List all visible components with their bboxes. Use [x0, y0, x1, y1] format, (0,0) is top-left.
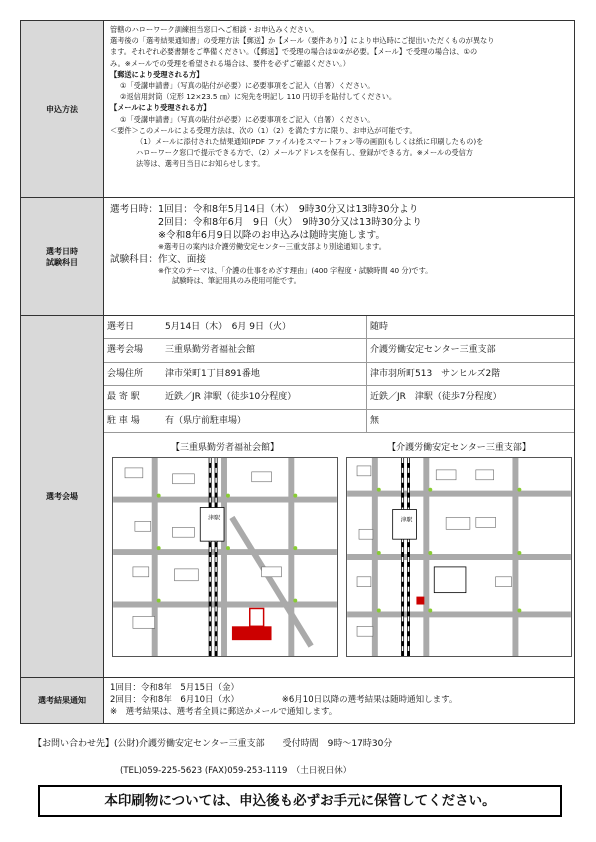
- venue-value-b: 介護労働安定センター三重支部: [366, 339, 574, 362]
- venue-value-a: 津市栄町1丁目891番地: [162, 363, 366, 386]
- venue-value-b: 無: [366, 410, 574, 433]
- schedule-line: ※令和8年6月9日以降のお申込みは随時実施します。: [158, 230, 386, 241]
- schedule-content: [104, 198, 574, 315]
- venue-value-b: 近鉄／JR 津駅（徒歩7分程度）: [366, 386, 574, 409]
- contact-line: 【お問い合わせ先】(公財)介護労働安定センター三重支部 受付時間 9時～17時30分: [33, 739, 393, 749]
- map-title: 【三重県勤労者福祉会館】: [170, 442, 279, 453]
- venue-value-a: 有（県庁前駐車場）: [162, 410, 366, 433]
- venue-marker: [232, 626, 272, 640]
- venue-value-a: 三重県勤労者福祉会館: [162, 339, 366, 362]
- requirement-line: 法等は、選考日当日にお知らせします。: [136, 159, 265, 169]
- venue-value-b: 随時: [366, 316, 574, 339]
- results-line: ※ 選考結果は、選考者全員に郵送かメールで通知します。: [110, 707, 338, 717]
- application-line: み。※メールでの受理を希望される場合は、要件を必ずご確認ください。）: [110, 58, 350, 68]
- keep-notice: 本印刷物については、申込後も必ずお手元に保管してください。: [38, 785, 562, 817]
- schedule-row: [21, 198, 574, 316]
- requirement-line: ハローワーク窓口で提示できる方で、（2）メールアドレスを保有し、登録ができる方。※メールの受信方: [136, 148, 473, 158]
- email-heading: 【メールにより受理される方】: [110, 103, 211, 113]
- application-line: 選考後の「選考結果通知書」の受理方法【郵送】か【メール（要件あり）】により申込時にご提出いただくものが異なり: [110, 36, 495, 46]
- venue-value-a: 近鉄／JR 津駅（徒歩10分程度）: [162, 386, 366, 409]
- mail-heading: 【郵送により受理される方】: [110, 69, 204, 79]
- schedule-label-1: 選考日時: [46, 246, 78, 256]
- requirement-line: （1）メールに添付された結果通知(PDF ファイル)をスマートフォン等の画面(もしくは紙に印刷したもの)を: [136, 137, 484, 147]
- results-line-2-date: 2回目：令和8年 6月10日（水）: [110, 695, 240, 705]
- venue-value-a: 5月14日（木） 6月 9日（火）: [162, 316, 366, 339]
- venue-maps: [104, 433, 574, 668]
- map-center: [346, 439, 572, 660]
- mail-item: ①「受講申請書」（写真の貼付が必要）に必要事項をご記入（自署）ください。: [120, 81, 375, 91]
- map-title: 【介護労働安定センター三重支部】: [387, 442, 531, 453]
- schedule-line: 試験科目：作文、面接: [110, 253, 206, 265]
- map-kinrousha: [112, 439, 338, 660]
- station-label: 津駅: [400, 516, 413, 524]
- results-content: [104, 678, 574, 723]
- results-row: [21, 678, 574, 723]
- application-line: 管轄のハローワーク訓練担当窓口へご相談・お申込みください。: [110, 25, 319, 34]
- info-table: [20, 20, 575, 724]
- venue-content: [104, 316, 574, 677]
- schedule-line: 試験時は、筆記用具のみ使用可能です。: [172, 276, 301, 285]
- mail-item: ②返信用封筒（定形 12×23.5 ㎝）に宛先を明記し 110 円切手を貼付してください。: [120, 92, 397, 102]
- venue-row: [21, 316, 574, 678]
- venue-label: 選考会場: [21, 316, 104, 677]
- requirement-intro: ＜要件＞このメールによる受理方法は、次の（1）（2）を満たす方に限り、お申込が可能です。: [110, 125, 417, 135]
- contact-phone: (TEL)059-225-5623 (FAX)059-253-1119 （土日祝日休）: [120, 766, 352, 776]
- railway: [210, 458, 216, 656]
- venue-key: 選考日: [104, 316, 162, 339]
- schedule-line: ※選考日の案内は介護労働安定センター三重支部より別途通知します。: [158, 242, 386, 251]
- results-note: ※6月10日以降の選考結果は随時通知します。: [281, 695, 458, 705]
- map-center-image: [346, 457, 572, 657]
- application-row: [21, 21, 574, 198]
- venue-key: 選考会場: [104, 339, 162, 362]
- map-kinrousha-image: [112, 457, 338, 657]
- schedule-label-2: 試験科目: [46, 257, 78, 267]
- venue-marker: [416, 597, 424, 605]
- schedule-label: [21, 198, 104, 315]
- station-label: 津駅: [208, 514, 221, 522]
- results-line-2: [110, 694, 568, 706]
- schedule-line: ※作文のテーマは、「介護の仕事をめざす理由」(400 字程度・試験時間 40 分)です。: [158, 265, 433, 275]
- schedule-line: 2回目：令和8年6月 9日（火） 9時30分又は13時30分より: [158, 217, 422, 228]
- venue-value-b: 津市羽所町513 サンヒルズ2階: [366, 363, 574, 386]
- application-label: 申込方法: [21, 21, 104, 197]
- results-line: 1回目：令和8年 5月15日（金）: [110, 683, 240, 693]
- venue-key: 会場住所: [104, 363, 162, 386]
- schedule-line: 選考日時：1回目：令和8年5月14日（木） 9時30分又は13時30分より: [110, 204, 419, 215]
- application-content: [104, 21, 574, 197]
- venue-key: 駐 車 場: [104, 410, 162, 433]
- email-item: ①「受講申請書」（写真の貼付が必要）に必要事項をご記入（自署）ください。: [120, 114, 375, 124]
- results-label: 選考結果通知: [21, 678, 104, 723]
- application-line: ます。それぞれ必要書類をご準備ください。（【郵送】で受理の場合は①②が必要。【メール】で受理の場合は、①の: [110, 47, 478, 57]
- venue-table: [104, 316, 574, 433]
- venue-key: 最 寄 駅: [104, 386, 162, 409]
